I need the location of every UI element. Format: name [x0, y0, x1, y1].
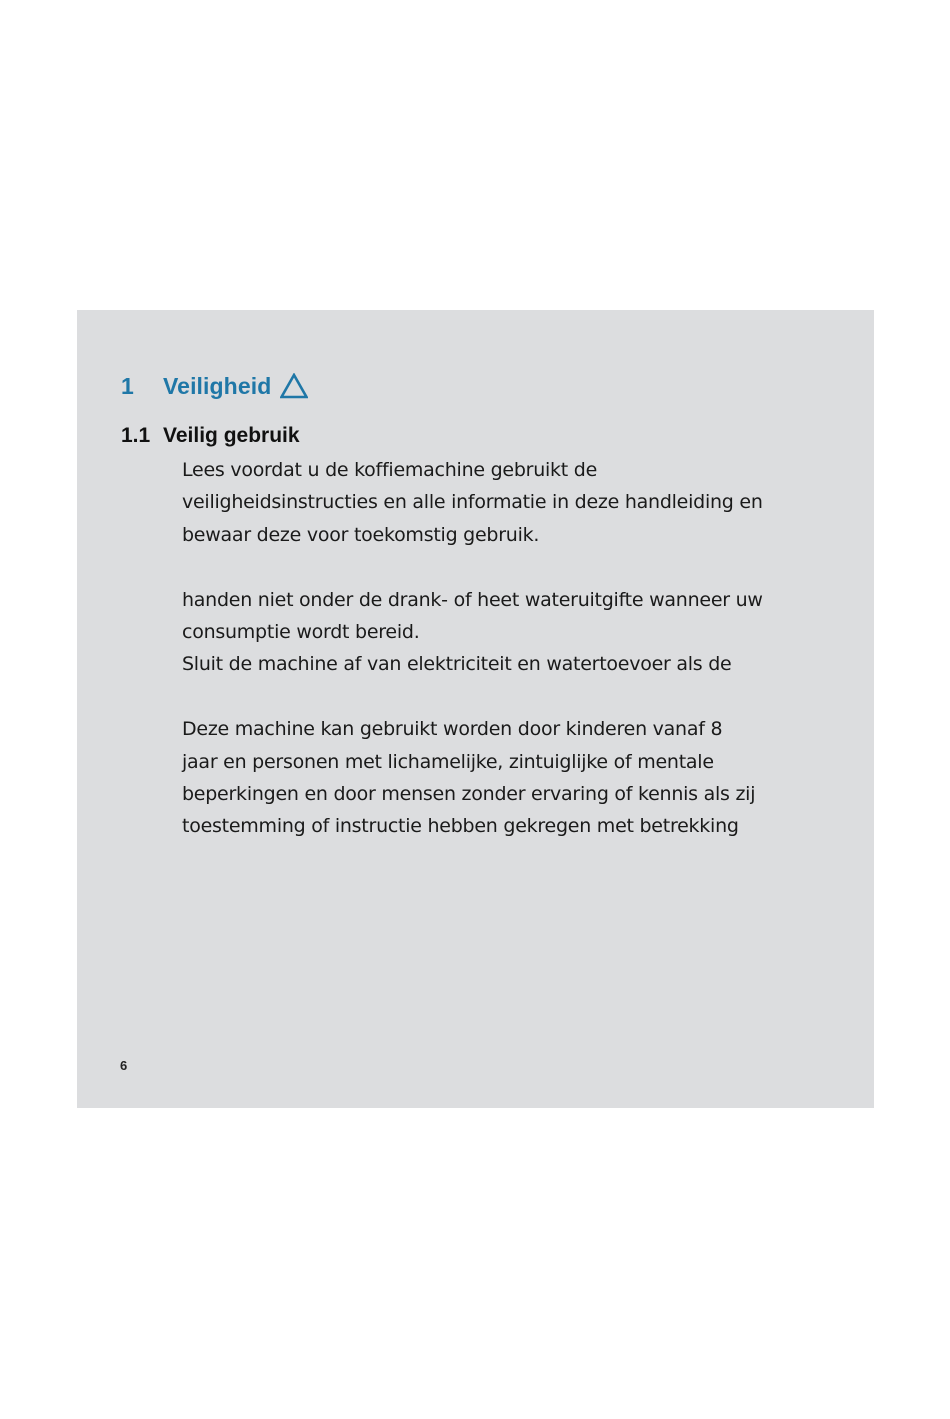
text-line: toestemming of instructie hebben gekregen met betrekking	[182, 815, 739, 838]
body-text	[182, 454, 832, 875]
paragraph-1	[182, 454, 832, 551]
text-line: beperkingen en door mensen zonder ervaring of kennis als zij	[182, 783, 756, 806]
text-line: consumptie wordt bereid.	[182, 621, 420, 644]
paragraph-3	[182, 713, 832, 843]
chapter-title: Veiligheid	[163, 372, 272, 399]
section-title: Veilig gebruik	[163, 424, 300, 447]
section-number: 1.1	[121, 424, 151, 447]
paragraph-2	[182, 584, 832, 681]
text-line: bewaar deze voor toekomstig gebruik.	[182, 523, 540, 546]
chapter-heading	[121, 368, 308, 404]
text-line: Deze machine kan gebruikt worden door kinderen vanaf 8	[182, 718, 723, 741]
text-line: handen niet onder de drank- of heet wateruitgifte wanneer uw	[182, 588, 763, 611]
page-number: 6	[120, 1058, 128, 1073]
text-line: jaar en personen met lichamelijke, zintuiglijke of mentale	[182, 750, 714, 773]
text-line: Lees voordat u de koffiemachine gebruikt de	[182, 459, 598, 481]
text-line: Sluit de machine af van elektriciteit en watertoevoer als de	[182, 653, 732, 676]
section-heading	[121, 424, 300, 448]
chapter-number: 1	[121, 372, 134, 399]
text-line: veiligheidsinstructies en alle informatie in deze handleiding en	[182, 491, 763, 514]
warning-triangle-icon	[280, 373, 308, 399]
page-panel	[77, 310, 874, 1108]
